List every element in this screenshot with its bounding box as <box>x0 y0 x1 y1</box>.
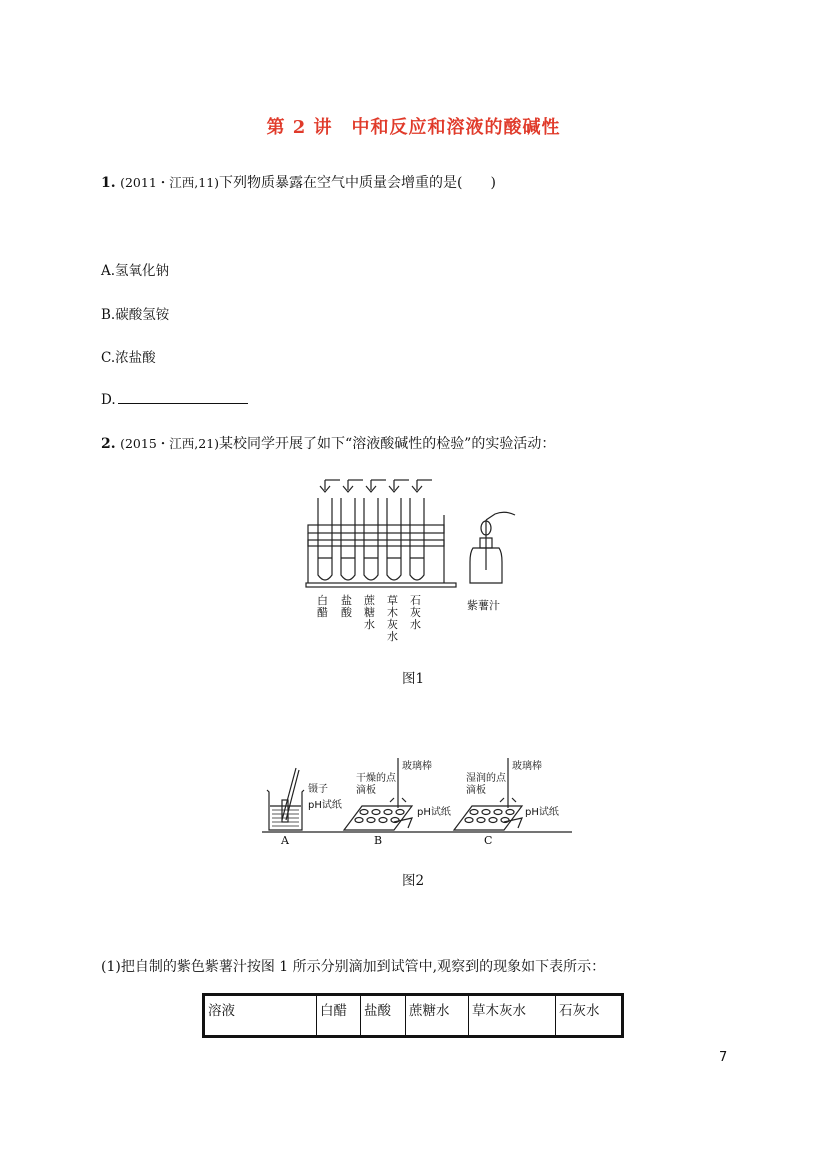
table-row <box>205 996 622 1036</box>
tube-label-vinegar: 白醋 <box>317 594 328 619</box>
question-number: 1. <box>101 175 116 191</box>
label-ph-paper-a: pH试纸 <box>308 800 342 811</box>
label-ph-paper-b: pH试纸 <box>417 807 451 818</box>
option-label: C. <box>101 350 116 366</box>
question-text: 某校同学开展了如下“溶液酸碱性的检验”的实验活动： <box>219 436 556 452</box>
option-label: B. <box>101 307 116 323</box>
bottle-label: 紫薯汁 <box>467 599 500 612</box>
label-dry-plate: 干燥的点滴板 <box>356 773 396 796</box>
figure-2-caption: 图2 <box>402 873 425 889</box>
table-header-cell: 溶液 <box>205 996 317 1036</box>
tube-label-hydrochloric-acid: 盐酸 <box>341 594 352 619</box>
option-label: A. <box>101 263 116 279</box>
page-number: 7 <box>719 1050 728 1065</box>
question-source: (2011・江西,11) <box>120 175 220 190</box>
table-header-cell: 白醋 <box>317 996 361 1036</box>
panel-label-a: A <box>281 834 289 847</box>
label-glass-rod-c: 玻璃棒 <box>512 761 542 772</box>
panel-label-c: C <box>484 834 493 847</box>
label-wet-plate: 湿润的点滴板 <box>466 773 506 796</box>
tube-label-sugar-water: 蔗糖水 <box>364 594 375 631</box>
option-b <box>101 303 169 323</box>
option-text: 氢氧化钠 <box>115 263 170 279</box>
question-text: 下列物质暴露在空气中质量会增重的是( ) <box>219 175 496 191</box>
option-text: 碳酸氢铵 <box>115 307 170 323</box>
page-title: 第 2 讲 中和反应和溶液的酸碱性 <box>266 117 561 138</box>
table-header-cell: 盐酸 <box>361 996 406 1036</box>
option-c <box>101 346 156 366</box>
part-1-text: (1)把自制的紫色紫薯汁按图 1 所示分别滴加到试管中,观察到的现象如下表所示： <box>101 959 606 975</box>
answer-blank <box>118 391 248 404</box>
label-glass-rod-b: 玻璃棒 <box>402 761 432 772</box>
table-header-cell: 草木灰水 <box>469 996 556 1036</box>
option-d <box>101 391 248 408</box>
question-source: (2015・江西,21) <box>120 436 220 451</box>
option-label: D. <box>101 392 116 408</box>
option-a <box>101 259 169 279</box>
observation-table <box>204 995 622 1036</box>
label-tweezers: 镊子 <box>308 784 328 795</box>
question-2-stem <box>101 433 555 453</box>
tube-label-ash-water: 草木灰水 <box>387 594 398 643</box>
table-header-cell: 蔗糖水 <box>406 996 469 1036</box>
table-header-cell: 石灰水 <box>556 996 622 1036</box>
question-number: 2. <box>101 436 116 452</box>
tube-label-limewater: 石灰水 <box>410 594 421 631</box>
option-text: 浓盐酸 <box>115 350 156 366</box>
figure-1-caption: 图1 <box>402 671 425 687</box>
question-1-stem <box>101 172 496 192</box>
panel-label-b: B <box>374 834 383 847</box>
label-ph-paper-c: pH试纸 <box>525 807 559 818</box>
observation-table-frame <box>202 993 624 1038</box>
